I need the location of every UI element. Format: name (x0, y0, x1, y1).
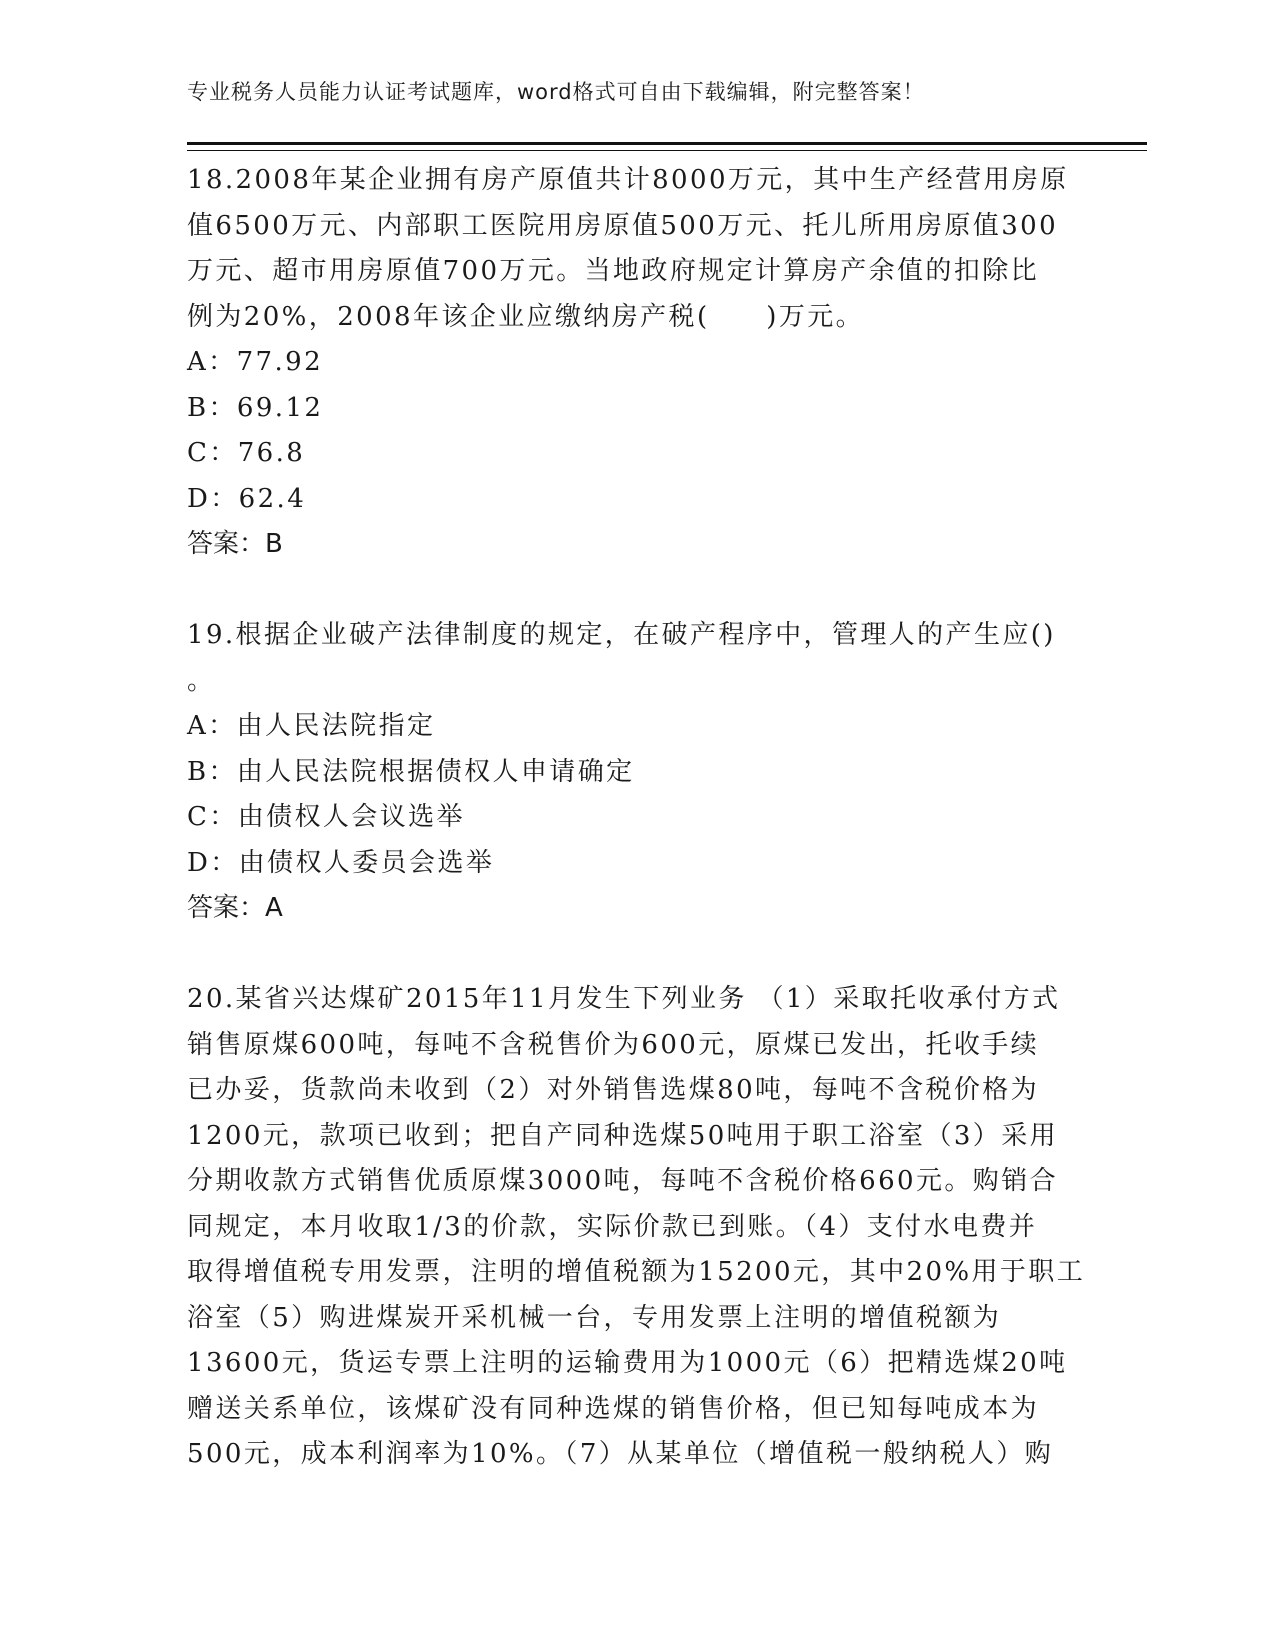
question-text-line: 同规定，本月收取1/3的价款，实际价款已到账。（4）支付水电费并 (187, 1211, 1038, 1242)
header-rule-thick (187, 142, 1147, 145)
page-header: 专业税务人员能力认证考试题库，word格式可自由下载编辑，附完整答案！ (187, 80, 925, 104)
header-rule-thin (187, 150, 1147, 151)
question-text-line: 已办妥，货款尚未收到（2）对外销售选煤80吨，每吨不含税价格为 (187, 1075, 1040, 1105)
question-text-line: 19.根据企业破产法律制度的规定，在破产程序中，管理人的产生应() (187, 620, 1056, 650)
question-spacer (187, 568, 1087, 614)
option-d: D：由债权人委员会选举 (187, 847, 495, 878)
question-text-line: 13600元，货运专票上注明的运输费用为1000元（6）把精选煤20吨 (187, 1348, 1068, 1378)
question-spacer (187, 932, 1087, 978)
question-text-line: 。 (187, 665, 216, 696)
option-c: C：76.8 (187, 438, 306, 468)
question-text-line: 1200元，款项已收到；把自产同种选煤50吨用于职工浴室（3）采用 (187, 1120, 1058, 1151)
answer-label: 答案：B (187, 529, 283, 559)
question-20 (187, 977, 1087, 1478)
question-list (187, 158, 1087, 1478)
answer-label: 答案：A (187, 893, 283, 923)
option-b: B：由人民法院根据债权人申请确定 (187, 756, 635, 787)
question-text-line: 销售原煤600吨，每吨不含税售价为600元，原煤已发出，托收手续 (187, 1029, 1040, 1060)
question-text-line: 值6500万元、内部职工医院用房原值500万元、托儿所用房原值300 (187, 210, 1059, 241)
question-text-line: 例为20%，2008年该企业应缴纳房产税( )万元。 (187, 301, 865, 332)
question-text-line: 20.某省兴达煤矿2015年11月发生下列业务 （1）采取托收承付方式 (187, 984, 1061, 1014)
option-c: C：由债权人会议选举 (187, 802, 465, 832)
question-19 (187, 613, 1087, 932)
question-text-line: 18.2008年某企业拥有房产原值共计8000万元，其中生产经营用房原 (187, 165, 1069, 195)
question-text-line: 万元、超市用房原值700万元。当地政府规定计算房产余值的扣除比 (187, 256, 1040, 286)
option-b: B：69.12 (187, 392, 324, 423)
option-d: D：62.4 (187, 483, 307, 514)
question-text-line: 赠送关系单位，该煤矿没有同种选煤的销售价格，但已知每吨成本为 (187, 1393, 1040, 1424)
question-text-line: 取得增值税专用发票，注明的增值税额为15200元，其中20%用于职工 (187, 1257, 1086, 1287)
question-18 (187, 158, 1087, 568)
question-text-line: 500元，成本利润率为10%。（7）从某单位（增值税一般纳税人）购 (187, 1439, 1054, 1469)
option-a: A：由人民法院指定 (187, 711, 436, 741)
question-text-line: 分期收款方式销售优质原煤3000吨，每吨不含税价格660元。购销合 (187, 1166, 1058, 1196)
question-text-line: 浴室（5）购进煤炭开采机械一台，专用发票上注明的增值税额为 (187, 1302, 1002, 1333)
option-a: A：77.92 (187, 347, 324, 377)
